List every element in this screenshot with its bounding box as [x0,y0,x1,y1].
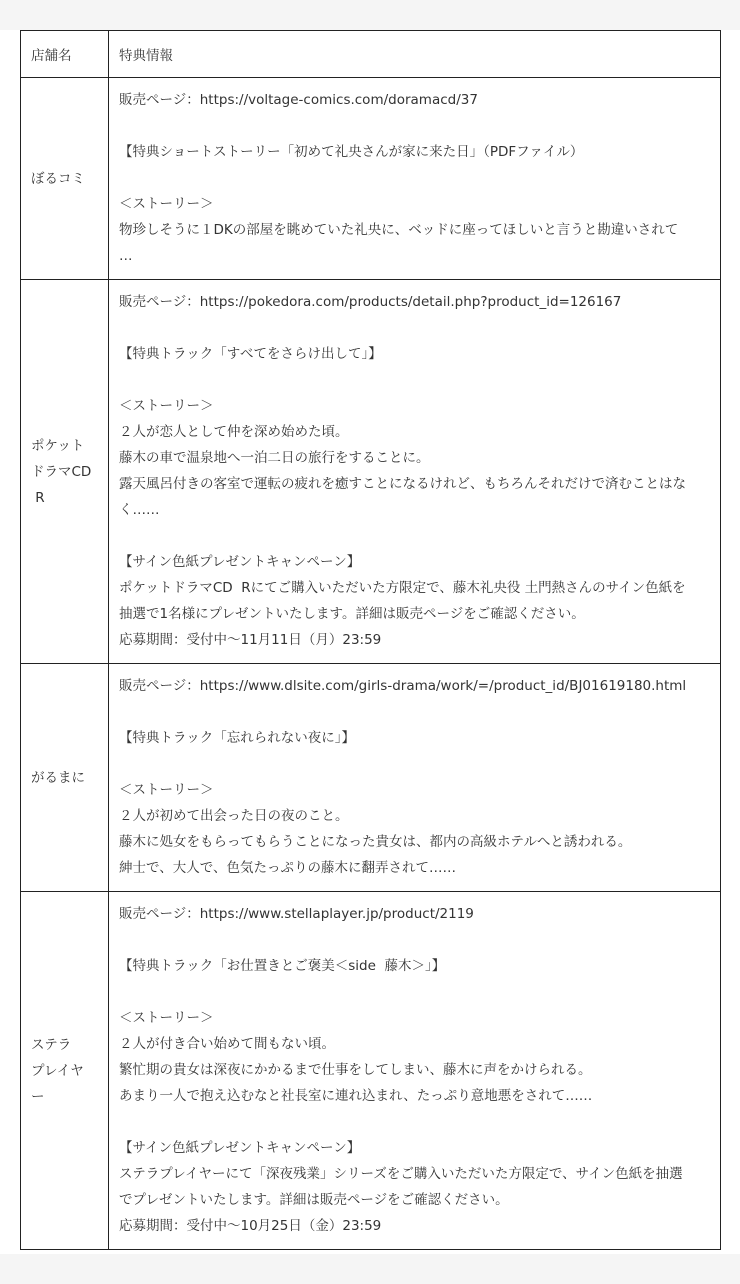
benefit-text-line: 紳士で、大人で、色気たっぷりの藤木に翻弄されて…… [119,859,456,876]
benefit-text-line: あまり一人で抱え込むなと社長室に連れ込まれ、たっぷり意地悪をされて…… [119,1087,593,1104]
benefit-text-line [119,751,710,777]
store-name-line: R [31,489,45,506]
store-name-line: ぼるコミ [31,170,85,187]
benefit-text-line: … [119,247,133,264]
benefit-text-line: 藤木に処女をもらってもらうことになった貴女は、都内の高級ホテルへと誘われる。 [119,833,632,850]
table-row [21,892,721,1250]
header-benefit: 特典情報 [109,31,721,78]
store-name-line: ー [31,1088,45,1105]
benefit-text-line [119,699,710,725]
store-name-line: ポケット [31,437,85,454]
table-row [21,78,721,280]
benefit-text-line: 【特典トラック「すべてをさらけ出して」】 [119,345,382,362]
benefit-text-line [119,1109,710,1135]
benefit-text-line [119,315,710,341]
benefit-text-line: 応募期間：受付中～10月25日（金）23:59 [119,1217,382,1234]
benefit-detail-cell [109,892,721,1250]
benefit-text-line: ポケットドラマCD Rにてご購入いただいた方限定で、藤木礼央役 土門熱さんのサイン色紙を [119,579,686,596]
benefit-text-line: く…… [119,501,160,518]
store-name-line: がるまに [31,769,85,786]
store-name-line: プレイヤ [31,1062,84,1079]
benefit-text-line: 【特典トラック「お仕置きとご褒美＜side 藤木＞」】 [119,957,446,974]
table-row [21,280,721,664]
benefit-text-line: 【サイン色紙プレゼントキャンペーン】 [119,1139,361,1156]
benefit-detail-cell [109,280,721,664]
header-store: 店舗名 [21,31,109,78]
benefit-text-line [119,979,710,1005]
benefit-text-line: ＜ストーリー＞ [119,781,214,798]
benefit-text-line: 【サイン色紙プレゼントキャンペーン】 [119,553,361,570]
store-name-cell [21,892,109,1250]
benefit-text-line: 抽選で1名様にプレゼントいたします。詳細は販売ページをご確認ください。 [119,605,585,622]
benefit-table [20,30,721,1250]
benefit-text-line: 応募期間：受付中～11月11日（月）23:59 [119,631,382,648]
benefit-text-line: でプレゼントいたします。詳細は販売ページをご確認ください。 [119,1191,509,1208]
table-header-row [21,31,721,78]
benefit-text-line: ＜ストーリー＞ [119,1009,214,1026]
store-name-line: ステラ [31,1036,72,1053]
benefit-text-line: ＜ストーリー＞ [119,397,214,414]
sales-page-link[interactable]: 販売ページ：https://voltage-comics.com/doramacd/37 [119,91,478,108]
benefit-text-line [119,113,710,139]
table-row [21,664,721,892]
benefit-text-line [119,165,710,191]
benefit-text-line: 【特典トラック「忘れられない夜に」】 [119,729,355,746]
store-name-cell [21,664,109,892]
store-name-cell [21,280,109,664]
benefit-text-line: 藤木の車で温泉地へ一泊二日の旅行をすることに。 [119,449,430,466]
sales-page-link[interactable]: 販売ページ：https://www.stellaplayer.jp/product/2119 [119,905,474,922]
store-name-line: ドラマCD [31,463,92,480]
benefit-text-line [119,367,710,393]
benefit-text-line: ２人が付き合い始めて間もない頃。 [119,1035,335,1052]
benefit-text-line [119,523,710,549]
sales-page-link[interactable]: 販売ページ：https://www.dlsite.com/girls-drama/work/=/product_id/BJ01619180.html [119,677,687,694]
benefit-text-line: 物珍しそうに１DKの部屋を眺めていた礼央に、ベッドに座ってほしいと言うと勘違いされて [119,221,679,238]
page [0,30,740,1254]
benefit-text-line: 繁忙期の貴女は深夜にかかるまで仕事をしてしまい、藤木に声をかけられる。 [119,1061,592,1078]
benefit-text-line: 露天風呂付きの客室で運転の疲れを癒すことになるけれど、もちろんそれだけで済むことはな [119,475,686,492]
benefit-text-line: ２人が初めて出会った日の夜のこと。 [119,807,349,824]
benefit-detail-cell [109,664,721,892]
benefit-text-line: ＜ストーリー＞ [119,195,214,212]
benefit-text-line [119,927,710,953]
store-name-cell [21,78,109,280]
benefit-text-line: ２人が恋人として仲を深め始めた頃。 [119,423,349,440]
benefit-text-line: 【特典ショートストーリー「初めて礼央さんが家に来た日」（PDFファイル） [119,143,584,160]
benefit-text-line: ステラプレイヤーにて「深夜残業」シリーズをご購入いただいた方限定で、サイン色紙を抽選 [119,1165,683,1182]
benefit-detail-cell [109,78,721,280]
sales-page-link[interactable]: 販売ページ：https://pokedora.com/products/detail.php?product_id=126167 [119,293,622,310]
